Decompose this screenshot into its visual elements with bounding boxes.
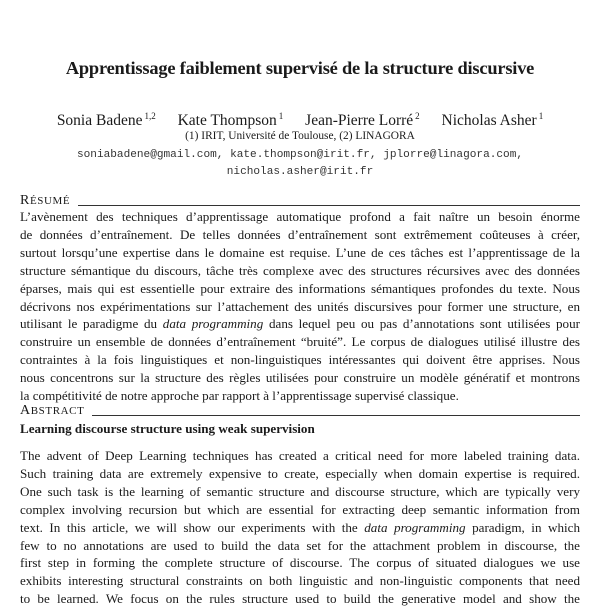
text-line: complex involving recursion but which are essential for extracting deep semantic information from xyxy=(20,501,580,517)
abstract-paragraph xyxy=(20,447,580,608)
abstract-heading xyxy=(20,402,580,418)
affiliations: (1) IRIT, Université de Toulouse, (2) LINAGORA xyxy=(185,130,415,142)
author-list xyxy=(0,111,600,130)
text-line: Such training data are extremely expensive to create, especially when domain expertise is required. xyxy=(20,465,580,481)
text-line-with-emphasis: text. In this article, we will show our experiments with the data programming paradigm, in which xyxy=(20,519,580,535)
resume-paragraph xyxy=(20,208,580,405)
text-line: first step in forming the complete structure of discourse. The corpus of situated dialogues we use xyxy=(20,555,580,571)
text-line: nous concentrons sur la structure des règles utilisées pour construire un modèle génératif et montrons xyxy=(20,370,580,386)
text-line: exhibits interesting structural constraints on both linguistic and non-linguistic components that need xyxy=(20,573,580,589)
text-line: éparses, mais qui est essentielle pour extraire des informations sémantiques profondes du texte. Nous xyxy=(20,280,580,296)
abstract-subtitle: Learning discourse structure using weak supervision xyxy=(20,421,315,436)
paper-title: Apprentissage faiblement supervisé de la structure discursive xyxy=(65,58,535,78)
author: Sonia Badene $^{1,2}$ xyxy=(56,111,156,129)
resume-heading-text: RÉSUMÉ xyxy=(20,193,71,208)
abstract-heading-text: ABSTRACT xyxy=(20,403,85,418)
author: Jean-Pierre Lorré $^2$ xyxy=(305,111,420,129)
author: Nicholas Asher $^1$ xyxy=(441,111,544,129)
email-line: soniabadene@gmail.com, kate.thompson@irit.fr, jplorre@linagora.com, xyxy=(76,149,524,161)
text-line: L’avènement des techniques d’apprentissage automatique profond a fait naître un besoin énorme xyxy=(20,209,580,224)
text-line: construire un ensemble de données d’entraînement “bruité”. Le corpus de dialogues utilisé illustre des xyxy=(20,334,580,350)
text-line: de données d’entraînement. De telles données d’entraînement sont extrêmement coûteuses à créer, xyxy=(20,226,580,242)
text-line: surtout lorsqu’une expertise dans le domaine est requise. L’une de ces tâches est l’apprentissage de la xyxy=(20,244,580,260)
text-line: décrivons nos expérimentations sur l’attachement des unités discursives pour former une structure, en xyxy=(20,298,580,314)
text-line: la compétitivité de notre approche par rapport à l’apprentissage supervisé classique. xyxy=(20,388,459,404)
text-line: contraintes à la fois linguistiques et non-linguistiques intéressantes qui doivent être apprises. Nous xyxy=(20,352,580,368)
heading-rule xyxy=(92,415,580,416)
emphasis: data programming xyxy=(162,316,264,332)
text-line: One such task is the learning of semantic structure and discourse structure, which are typically very xyxy=(20,483,580,499)
text-line-with-emphasis: utilisant le paradigme du data programming dans lequel peu ou pas d’annotations sont utilisées pour xyxy=(20,316,580,332)
emphasis: data programming xyxy=(364,519,466,535)
email-line: nicholas.asher@irit.fr xyxy=(226,165,374,178)
author-emails xyxy=(40,147,560,180)
text-line: to be learned. We focus on the rules structure used to build the generative model and show the xyxy=(20,591,580,607)
resume-heading xyxy=(20,192,580,208)
text-line: few to no annotations are used to build the data set for the attachment problem in discourse, the xyxy=(20,537,580,553)
text-line: The advent of Deep Learning techniques has created a critical need for more labeled training data. xyxy=(20,448,580,463)
author: Kate Thompson $^1$ xyxy=(177,111,284,129)
text-line: structure sémantique du discours, tâche très complexe avec des structures récursives avec des données xyxy=(20,262,580,278)
heading-rule xyxy=(78,205,580,206)
